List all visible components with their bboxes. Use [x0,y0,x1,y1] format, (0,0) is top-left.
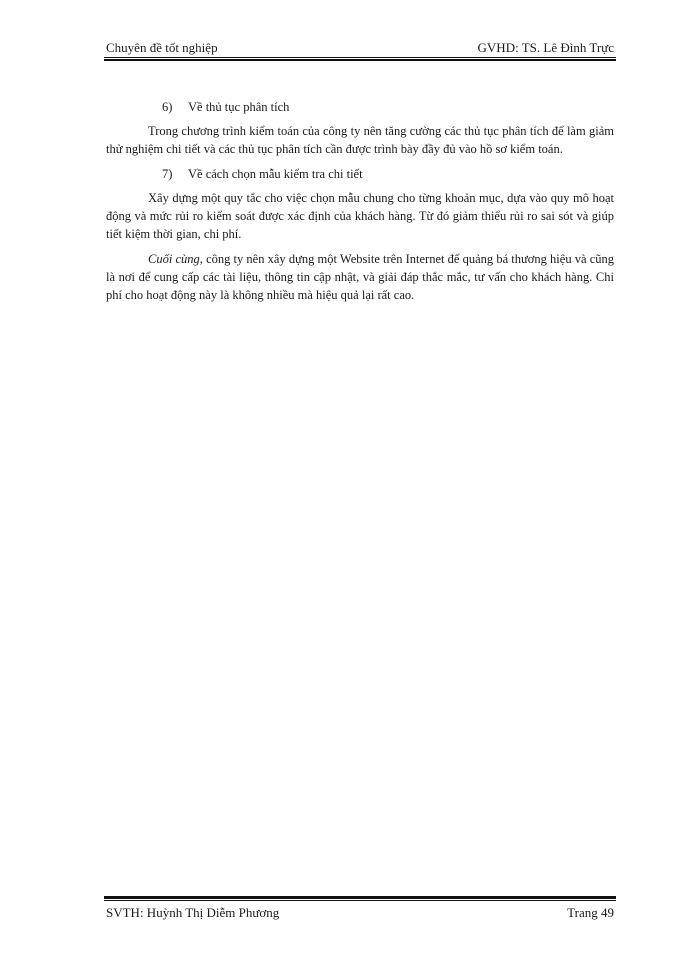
footer-divider [104,896,616,901]
section-number: 7) [162,167,173,181]
page-header [106,40,614,56]
section-paragraph-6: Trong chương trình kiểm toán của công ty nên tăng cường các thủ tục phân tích để làm giảm thử nghiệm chi tiết và các thủ tục phân tích cần được trình bày đầy đủ vào hồ sơ kiểm toán. [106,124,614,156]
footer-author: SVTH: Huỳnh Thị Diễm Phương [106,905,280,920]
page-body [106,98,614,311]
header-advisor: GVHD: TS. Lê Đình Trực [477,40,614,55]
header-divider [104,57,616,61]
section-heading-7 [106,165,614,183]
closing-paragraph [106,250,614,304]
section-paragraph-7: Xây dựng một quy tắc cho việc chọn mẫu chung cho từng khoản mục, dựa vào quy mô hoạt động và mức rủi ro kiểm soát được xác định của khách hàng. Từ đó giảm thiểu rủi ro sai sót và giúp tiết kiệm thời gian, chi phí. [106,191,614,241]
closing-text: , công ty nên xây dựng một Website trên Internet để quảng bá thương hiệu và cũng là nơi để cung cấp các tài liệu, thông tin cập nhật, và giải đáp thắc mắc, tư vấn cho khách hàng. Chi phí cho hoạt động này là không nhiều mà hiệu quả lại rất cao. [106,252,614,302]
closing-lead: Cuối cùng [148,252,200,266]
page-number: Trang 49 [567,905,614,920]
section-title: Về thủ tục phân tích [188,100,290,114]
section-title: Về cách chọn mẫu kiểm tra chi tiết [188,167,363,181]
page-footer [106,905,614,921]
section-heading-6 [106,98,614,116]
section-number: 6) [162,100,173,114]
header-title: Chuyên đề tốt nghiệp [106,40,218,55]
